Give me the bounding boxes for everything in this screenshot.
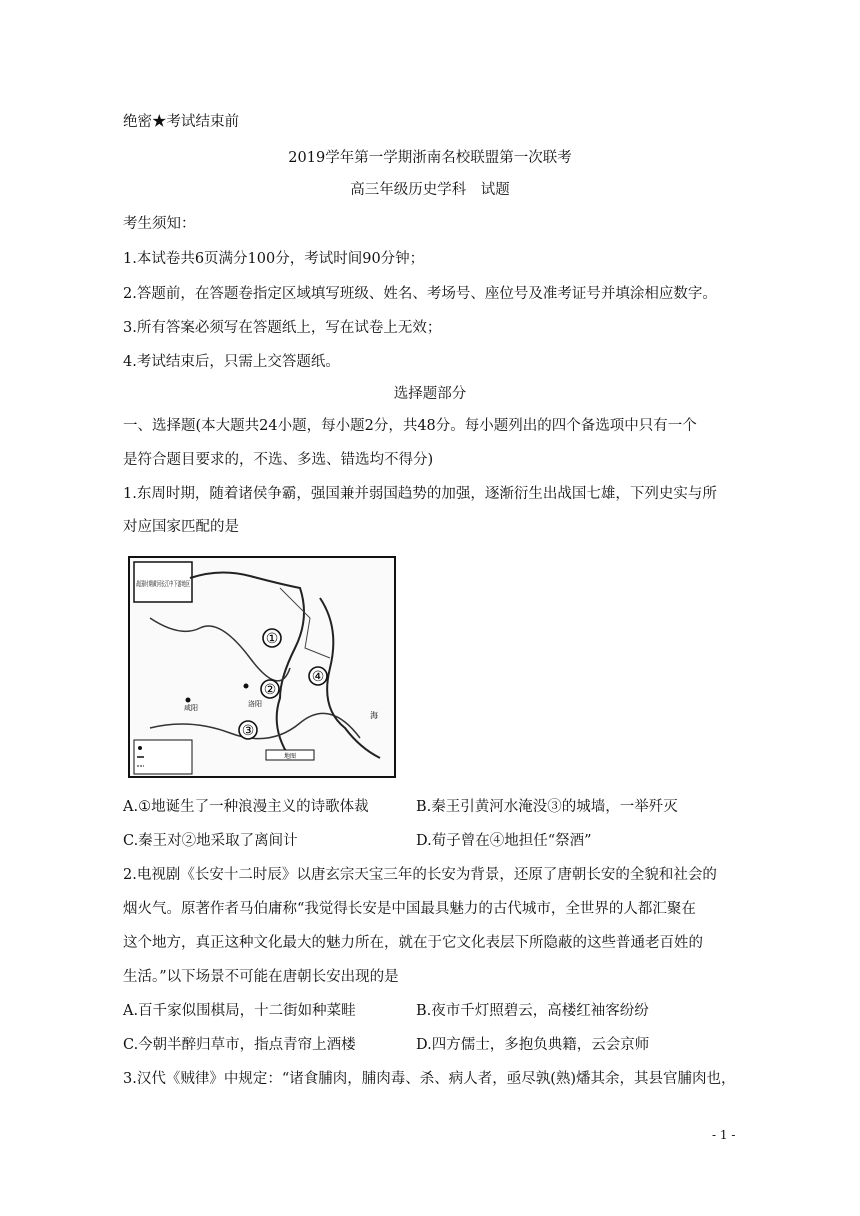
- question-1-stem: 1.东周时期，随着诸侯争霸，强国兼并弱国趋势的加强，逐渐衍生出战国七雄，下列史实与所: [123, 486, 717, 502]
- exam-title: 2019学年第一学期浙南名校联盟第一次联考: [288, 150, 572, 166]
- section-title: 选择题部分: [393, 386, 467, 402]
- question-2-stem: 生活。”以下场景不可能在唐朝长安出现的是: [123, 969, 399, 985]
- question-1-option-c: C.秦王对②地采取了离间计: [123, 833, 298, 849]
- exam-subtitle: 高三年级历史学科 试题: [350, 182, 510, 198]
- question-1-option-d: D.荀子曾在④地担任“祭酒”: [416, 833, 592, 849]
- notice-item: 1.本试卷共6页满分100分，考试时间90分钟；: [123, 251, 425, 267]
- question-2-option-c: C.今朝半醉归草市，指点青帘上酒楼: [123, 1037, 356, 1053]
- map-city-luoyang: 洛阳: [248, 700, 262, 708]
- question-1-stem: 对应国家匹配的是: [123, 519, 239, 535]
- warring-states-map: [128, 556, 396, 778]
- question-2-stem: 2.电视剧《长安十二时辰》以唐玄宗天宝三年的长安为背景，还原了唐朝长安的全貌和社会的: [123, 867, 717, 883]
- notice-item: 3.所有答案必须写在答题纸上，写在试卷上无效；: [123, 320, 442, 336]
- map-marker-1: ①: [265, 631, 279, 647]
- question-1-option-b: B.秦王引黄河水淹没③的城墙，一举歼灭: [416, 799, 678, 815]
- notice-heading: 考生须知：: [123, 216, 196, 232]
- question-2-stem: 烟火气。原著作者马伯庸称“我觉得长安是中国最具魅力的古代城市，全世界的人都汇聚在: [123, 901, 696, 917]
- map-marker-3: ③: [241, 723, 255, 739]
- notice-item: 2.答题前，在答题卷指定区域填写班级、姓名、考场号、座位号及准考证号并填涂相应数字。: [123, 286, 717, 302]
- map-legend-label: 地图: [283, 753, 297, 760]
- section-instruction: 一、选择题(本大题共24小题，每小题2分，共48分。每小题列出的四个备选项中只有一个: [123, 418, 697, 434]
- section-instruction: 是符合题目要求的，不选、多选、错选均不得分): [123, 452, 434, 468]
- question-3-stem: 3.汉代《贼律》中规定：“诸食脯肉，脯肉毒、杀、病人者，亟尽孰(熟)燔其余，其县官脯肉也，: [123, 1071, 736, 1087]
- question-2-option-d: D.四方儒士，多抱负典籍，云会京师: [416, 1037, 650, 1053]
- map-city-xianyang: 咸阳: [184, 704, 198, 712]
- question-2-option-a: A.百千家似围棋局，十二街如种菜畦: [123, 1003, 356, 1019]
- page-number: - 1 -: [712, 1128, 736, 1142]
- question-1-option-a: A.①地诞生了一种浪漫主义的诗歌体裁: [123, 799, 369, 815]
- map-sea-label: 海: [370, 711, 378, 720]
- map-title-box: 战国时期黄河长江中下游地区: [136, 580, 227, 588]
- question-2-option-b: B.夜市千灯照碧云，高楼红袖客纷纷: [416, 1003, 649, 1019]
- notice-item: 4.考试结束后，只需上交答题纸。: [123, 354, 340, 370]
- question-2-stem: 这个地方，真正这种文化最大的魅力所在，就在于它文化表层下所隐蔽的这些普通老百姓的: [123, 935, 703, 951]
- map-marker-2: ②: [263, 682, 277, 698]
- confidential-label: 绝密★考试结束前: [123, 114, 239, 130]
- map-marker-4: ④: [311, 669, 325, 685]
